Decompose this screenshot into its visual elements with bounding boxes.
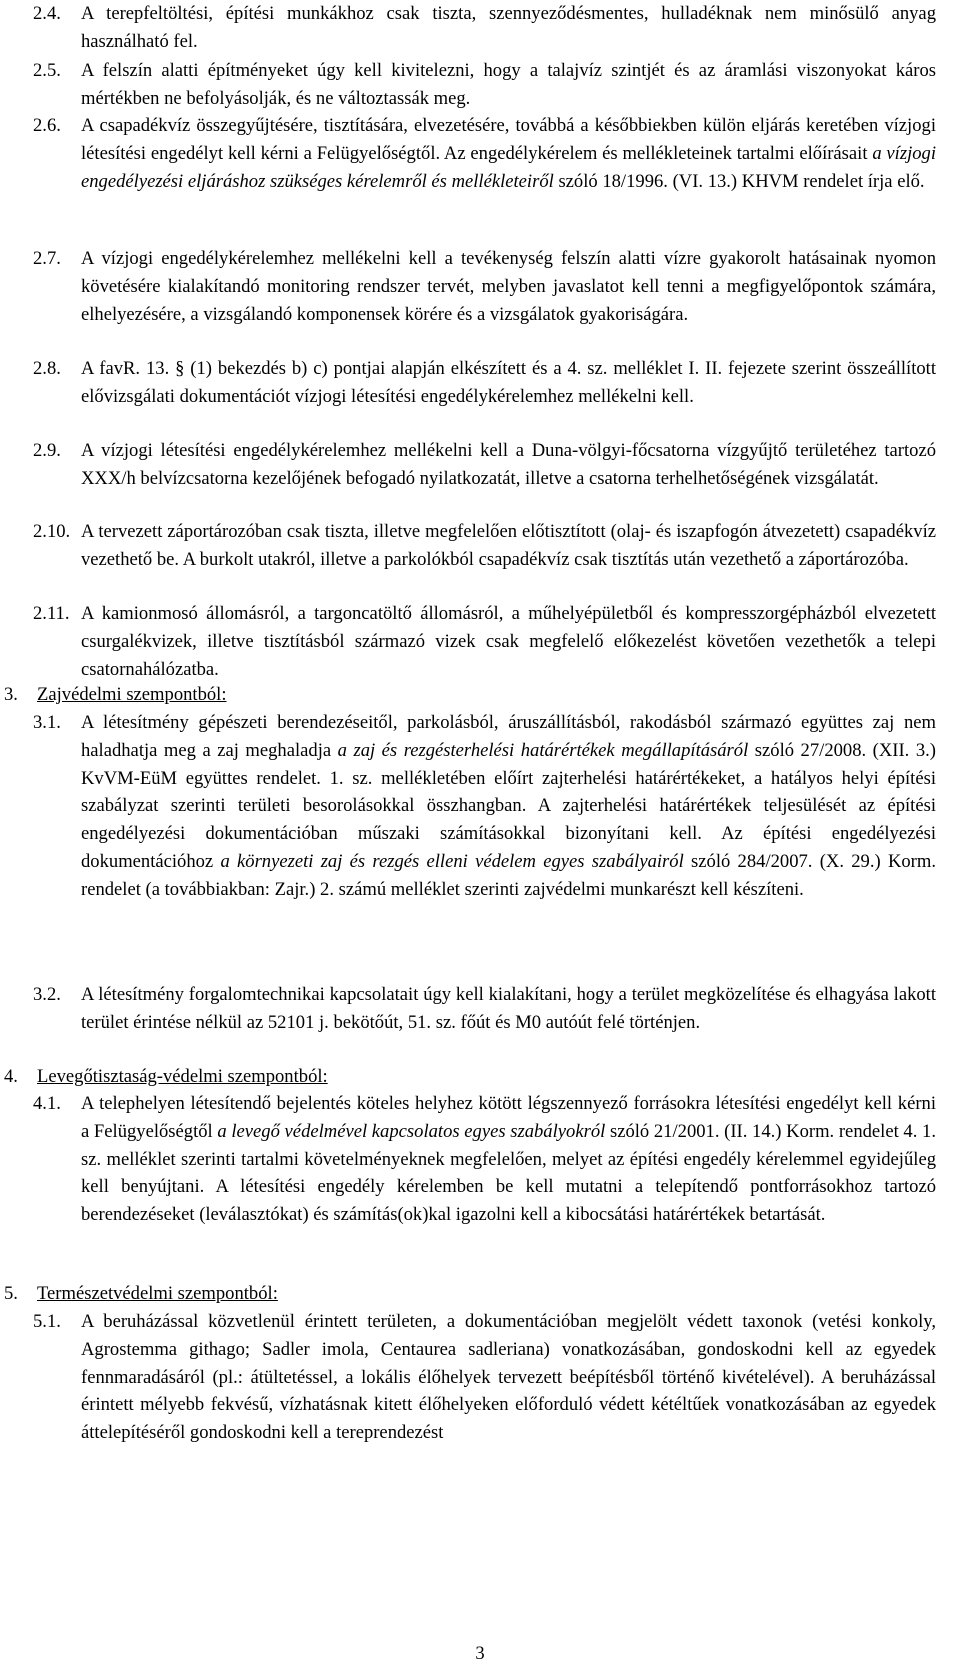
paragraph-text: A kamionmosó állomásról, a targoncatöltő állomásról, a műhelyépületből és kompresszorgépházból elvezetett csurgalékvizek, illetve tisztításból származó vizek csak megfelelő előkezelést követően vezethetők a telepi csatornahálózatba. <box>81 603 936 680</box>
italic-citation: a környezeti zaj és rezgés elleni védelem egyes szabályairól <box>220 850 684 872</box>
section-heading-3 <box>4 681 227 709</box>
paragraph-number: 4.1. <box>33 1093 61 1114</box>
paragraph-2-9 <box>33 437 936 493</box>
paragraph-text: A vízjogi engedélykérelemhez mellékelni kell a tevékenység felszín alatti vízre gyakorolt hatásainak nyomon követésére kialakítandó monitoring rendszer tervét, melyben javaslatot kell tenni a megfigyelőpontok számára, elhelyezésére, a vizsgálandó komponensek körére és a vizsgálatok gyakoriságára. <box>81 248 936 325</box>
paragraph-text: A létesítmény gépészeti berendezéseitől, parkolásból, áruszállításból, rakodásból származó együttes zaj nem haladhatja meg a zaj meghaladja a zaj és rezgésterhelési határértékek megállapításáról szóló 27/2008. (XII. 3.) KvVM-EüM együttes rendelet. 1. sz. mellékletében előírt zajterhelési határértékeket, a hatályos helyi építési szabályzat szerinti területi besorolásokkal összhangban. A zajterhelési határértékek teljesülését az építési engedélyezési dokumentációban műszaki számításokkal bizonyítani kell. Az építési engedélyezési dokumentációhoz a környezeti zaj és rezgés elleni védelem egyes szabályairól szóló 284/2007. (X. 29.) Korm. rendelet (a továbbiakban: Zajr.) 2. számú melléklet szerinti zajvédelmi munkarészt kell készíteni. <box>81 712 936 900</box>
paragraph-number: 2.11. <box>33 603 70 624</box>
paragraph-number: 2.7. <box>33 248 61 269</box>
paragraph-number: 2.8. <box>33 358 61 379</box>
paragraph-2-10 <box>33 518 936 574</box>
paragraph-text: A tervezett záportározóban csak tiszta, illetve megfelelően előtisztított (olaj- és iszapfogón átvezetett) csapadékvíz vezethető be. A burkolt utakról, illetve a parkolókból csapadékvíz csak tisztítás után vezethető a záportározóba. <box>81 521 936 570</box>
paragraph-2-4 <box>33 0 936 56</box>
paragraph-number: 5.1. <box>33 1311 61 1332</box>
italic-citation: a levegő védelmével kapcsolatos egyes szabályokról <box>217 1120 606 1142</box>
section-title: Levegőtisztaság-védelmi szempontból: <box>37 1066 328 1087</box>
section-number: 5. <box>4 1283 18 1304</box>
paragraph-number: 2.10. <box>33 521 71 542</box>
section-title: Zajvédelmi szempontból: <box>37 684 227 705</box>
paragraph-text: A terepfeltöltési, építési munkákhoz csak tiszta, szennyeződésmentes, hulladéknak nem minősülő anyag használható fel. <box>81 3 936 52</box>
page-number: 3 <box>475 1643 485 1664</box>
paragraph-number: 2.5. <box>33 60 61 81</box>
paragraph-text: A létesítmény forgalomtechnikai kapcsolatait úgy kell kialakítani, hogy a terület megközelítése és elhagyása lakott terület érintése nélkül az 52101 j. bekötőút, 51. sz. főút és M0 autóút felé történjen. <box>81 984 936 1033</box>
section-number: 4. <box>4 1066 18 1087</box>
paragraph-text: A beruházással közvetlenül érintett területen, a dokumentációban megjelölt védett taxonok (vetési konkoly, Agrostemma githago; Sadler imola, Centaurea sadleriana) vonatkozásában, gondoskodni kell az egyedek fennmaradásáról (pl.: átültetéssel, a lokális élőhelyek tervezett beépítésből történő kivételével). A beruházással érintett mélyebb fekvésű, vízhatásnak kitett élőhelyeken előforduló védett kétéltűek vonatkozásában az egyedek áttelepítéséről gondoskodni kell a tereprendezést <box>81 1311 936 1444</box>
paragraph-number: 2.9. <box>33 440 61 461</box>
section-heading-5 <box>4 1280 278 1308</box>
paragraph-2-7 <box>33 245 936 328</box>
paragraph-3-1 <box>33 709 936 904</box>
paragraph-number: 2.4. <box>33 3 61 24</box>
paragraph-text: A felszín alatti építményeket úgy kell kivitelezni, hogy a talajvíz szintjét és az áramlási viszonyokat káros mértékben ne befolyásolják, és ne változtassák meg. <box>81 60 936 109</box>
paragraph-2-11 <box>33 600 936 683</box>
paragraph-text: A telephelyen létesítendő bejelentés köteles helyhez kötött légszennyező forrásokra létesítési engedélyt kell kérni a Felügyelőségtől a levegő védelmével kapcsolatos egyes szabályokról szóló 21/2001. (II. 14.) Korm. rendelet 4. 1. sz. melléklet szerinti tartalmi követelményeknek megfelelően, melyet az építési engedély kérelemmel egyidejűleg kell benyújtani. A létesítési engedély kérelemben be kell mutatni a telepítendő pontforrásokhoz tartozó berendezéseket (leválasztókat) és számítás(ok)kal igazolni kell a kibocsátási határértékek betartását. <box>81 1093 936 1226</box>
paragraph-2-8 <box>33 355 936 411</box>
section-title: Természetvédelmi szempontból: <box>37 1283 278 1304</box>
paragraph-text: A favR. 13. § (1) bekezdés b) c) pontjai alapján elkészített és a 4. sz. melléklet I. II. fejezete szerint összeállított elővizsgálati dokumentációt vízjogi létesítési engedélykérelemhez mellékelni kell. <box>81 358 936 407</box>
italic-citation: a vízjogi engedélyezési eljáráshoz szükséges kérelemről és mellékleteiről <box>81 142 936 192</box>
paragraph-text: A csapadékvíz összegyűjtésére, tisztítására, elvezetésére, továbbá a későbbiekben külön eljárás keretében vízjogi létesítési engedélyt kell kérni a Felügyelőségtől. Az engedélykérelem és mellékleteinek tartalmi előírásait a vízjogi engedélyezési eljáráshoz szükséges kérelemről és mellékleteiről szóló 18/1996. (VI. 13.) KHVM rendelet írja elő. <box>81 115 936 192</box>
paragraph-number: 3.2. <box>33 984 61 1005</box>
paragraph-text: A vízjogi létesítési engedélykérelemhez mellékelni kell a Duna-völgyi-főcsatorna vízgyűjtő területéhez tartozó XXX/h belvízcsatorna kezelőjének befogadó nyilatkozatát, illetve a csatorna terhelhetőségének vizsgálatát. <box>81 440 936 489</box>
paragraph-number: 2.6. <box>33 115 61 136</box>
section-heading-4 <box>4 1063 328 1091</box>
section-number: 3. <box>4 684 18 705</box>
paragraph-number: 3.1. <box>33 712 61 733</box>
paragraph-5-1 <box>33 1308 936 1447</box>
paragraph-4-1 <box>33 1090 936 1229</box>
paragraph-2-5 <box>33 57 936 113</box>
italic-citation: a zaj és rezgésterhelési határértékek megállapításáról <box>337 739 749 761</box>
paragraph-3-2 <box>33 981 936 1037</box>
paragraph-2-6 <box>33 112 936 195</box>
